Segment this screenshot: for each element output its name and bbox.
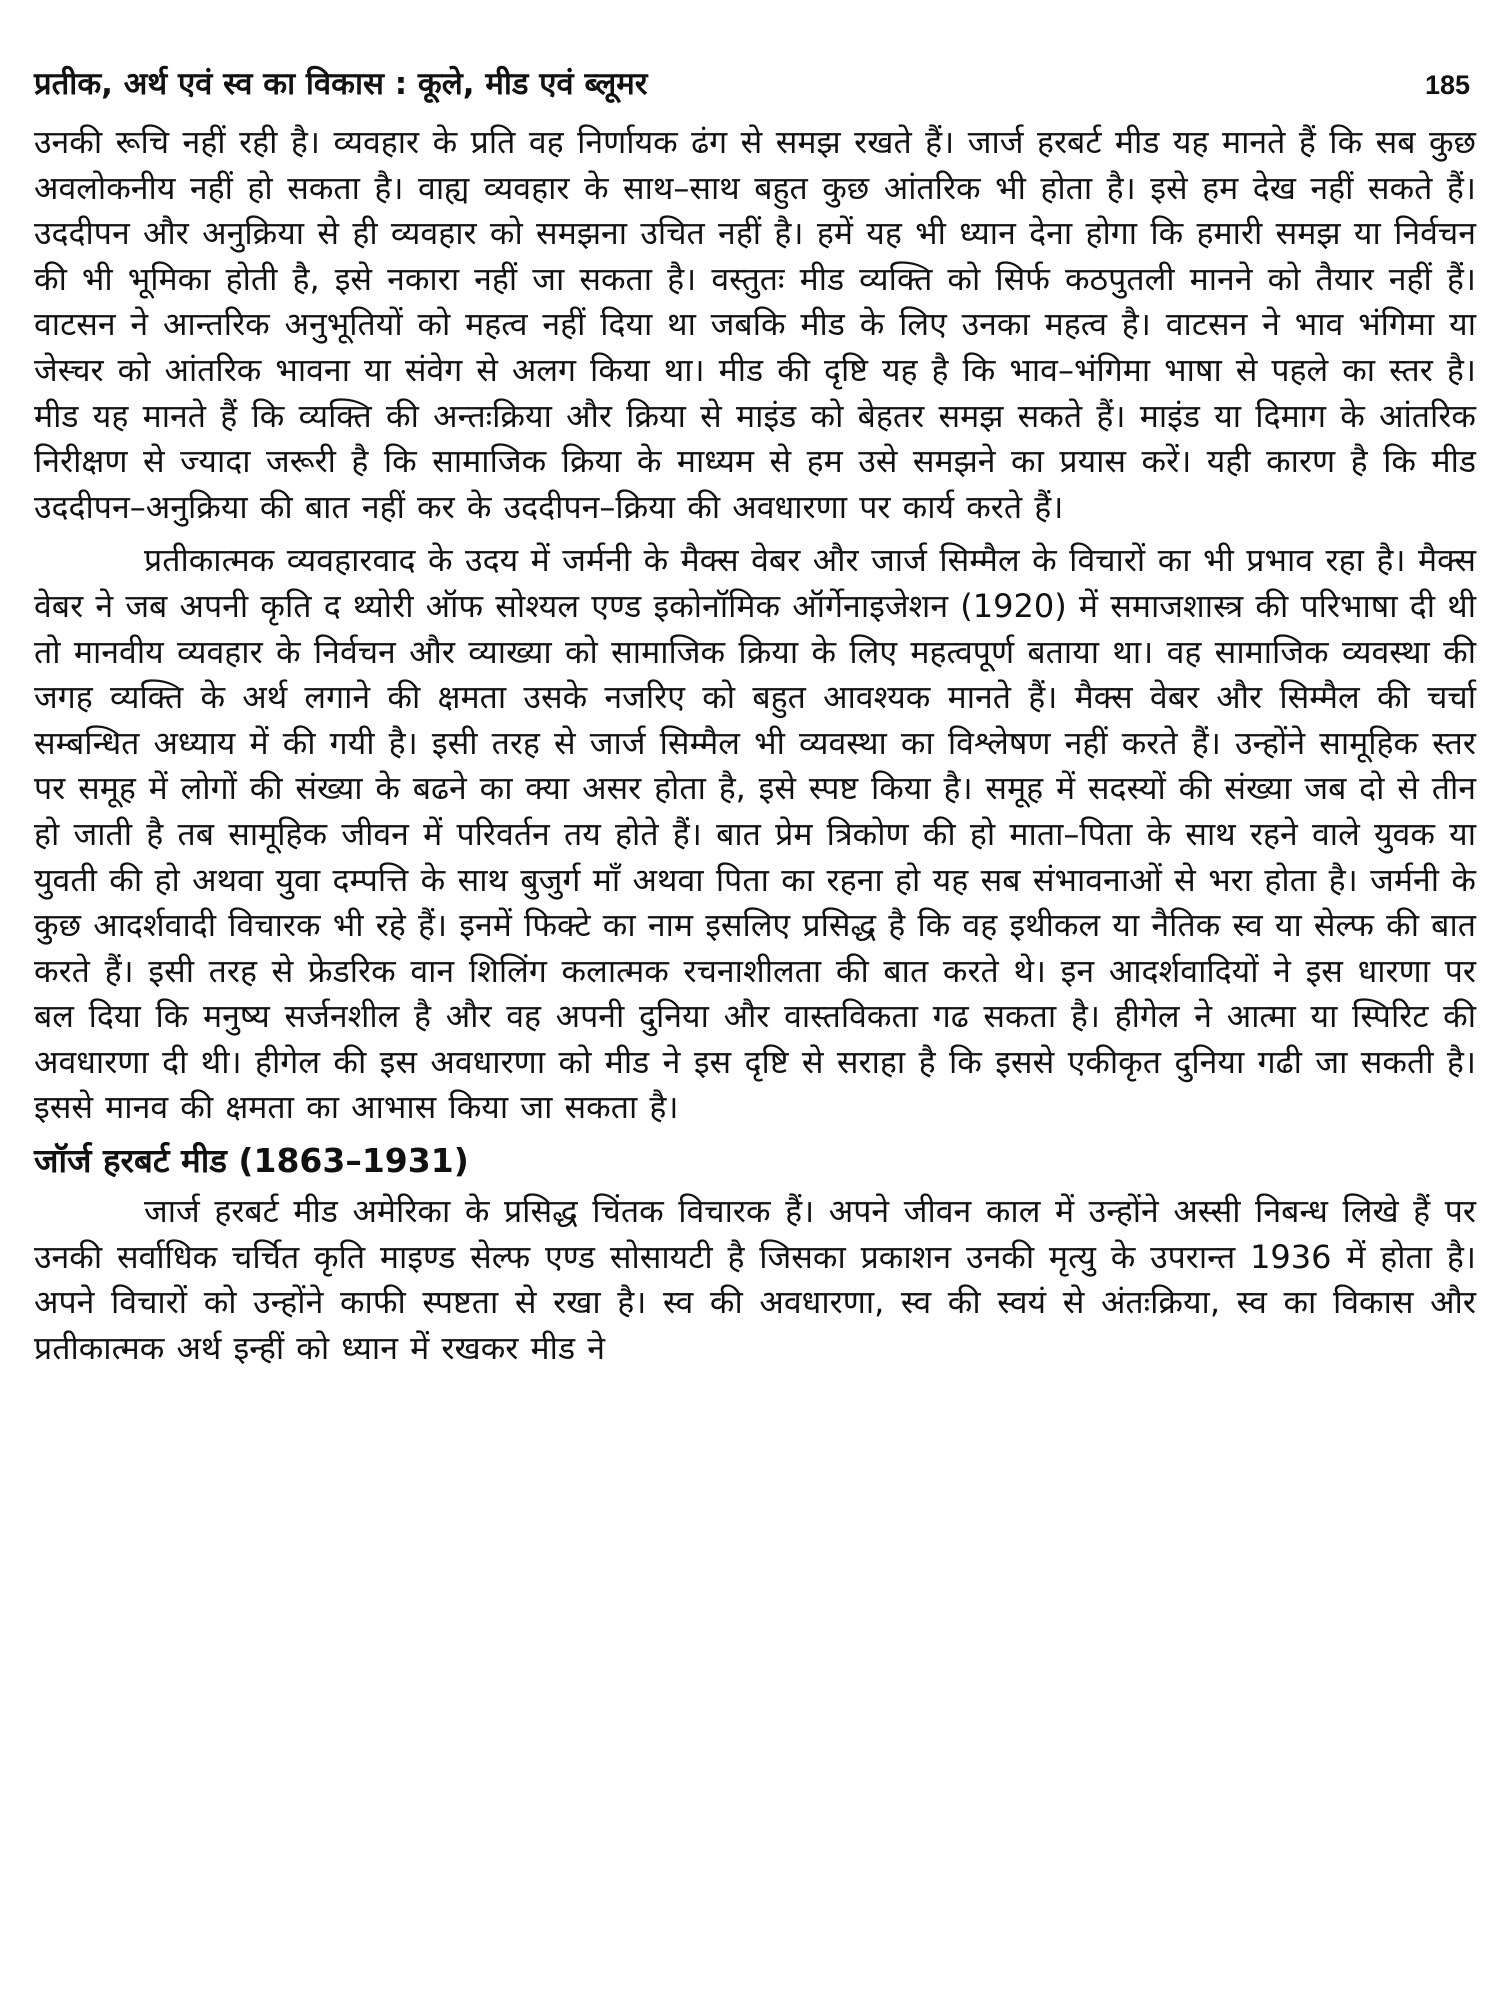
paragraph-continued: उनकी रूचि नहीं रही है। व्यवहार के प्रति वह निर्णायक ढंग से समझ रखते हैं। जार्ज हरबर्ट मीड यह मानते हैं कि सब कुछ अवलोकनीय नहीं हो सकता है। वाह्य व्यवहार के साथ–साथ बहुत कुछ आंतरिक भी होता है। इसे हम देख नहीं सकते हैं। उददीपन और अनुक्रिया से ही व्यवहार को समझना उचित नहीं है। हमें यह भी ध्यान देना होगा कि हमारी समझ या निर्वचन की भी भूमिका होती है, इसे नकारा नहीं जा सकता है। वस्तुतः मीड व्यक्ति को सिर्फ कठपुतली मानने को तैयार नहीं हैं। वाटसन ने आन्तरिक अनुभूतियों को महत्व नहीं दिया था जबकि मीड के लिए उनका महत्व है। वाटसन ने भाव भंगिमा या जेस्चर को आंतरिक भावना या संवेग से अलग किया था। मीड की दृष्टि यह है कि भाव–भंगिमा भाषा से पहले का स्तर है। मीड यह मानते हैं कि व्यक्ति की अन्तःक्रिया और क्रिया से माइंड को बेहतर समझ सकते हैं। माइंड या दिमाग के आंतरिक निरीक्षण से ज्यादा जरूरी है कि सामाजिक क्रिया के माध्यम से हम उसे समझने का प्रयास करें। यही कारण है कि मीड उददीपन–अनुक्रिया की बात नहीं कर के उददीपन–क्रिया की अवधारणा पर कार्य करते हैं।	[34, 123, 1476, 526]
page-number: 185	[1424, 70, 1470, 100]
chapter-title: प्रतीक, अर्थ एवं स्व का विकास : कूले, मीड एवं ब्लूमर	[34, 66, 648, 102]
book-page	[34, 62, 1476, 1982]
section-heading: जॉर्ज हरबर्ट मीड (1863–1931)	[34, 1141, 469, 1181]
paragraph-symbolic-interactionism-origins: प्रतीकात्मक व्यवहारवाद के उदय में जर्मनी के मैक्स वेबर और जार्ज सिम्मैल के विचारों का भी प्रभाव रहा है। मैक्स वेबर ने जब अपनी कृति द थ्योरी ऑफ सोश्यल एण्ड इकोनॉमिक ऑर्गेनाइजेशन (1920) में समाजशास्त्र की परिभाषा दी थी तो मानवीय व्यवहार के निर्वचन और व्याख्या को सामाजिक क्रिया के लिए महत्वपूर्ण बताया था। वह सामाजिक व्यवस्था की जगह व्यक्ति के अर्थ लगाने की क्षमता उसके नजरिए को बहुत आवश्यक मानते हैं। मैक्स वेबर और सिम्मैल की चर्चा सम्बन्धित अध्याय में की गयी है। इसी तरह से जार्ज सिम्मैल भी व्यवस्था का विश्लेषण नहीं करते हैं। उन्होंने सामूहिक स्तर पर समूह में लोगों की संख्या के बढने का क्या असर होता है, इसे स्पष्ट किया है। समूह में सदस्यों की संख्या जब दो से तीन हो जाती है तब सामूहिक जीवन में परिवर्तन तय होते हैं। बात प्रेम त्रिकोण की हो माता–पिता के साथ रहने वाले युवक या युवती की हो अथवा युवा दम्पत्ति के साथ बुजुर्ग माँ अथवा पिता का रहना हो यह सब संभावनाओं से भरा होता है। जर्मनी के कुछ आदर्शवादी विचारक भी रहे हैं। इनमें फिक्टे का नाम इसलिए प्रसिद्ध है कि वह इथीकल या नैतिक स्व या सेल्फ की बात करते हैं। इसी तरह से फ्रेडरिक वान शिलिंग कलात्मक रचनाशीलता की बात करते थे। इन आदर्शवादियों ने इस धारणा पर बल दिया कि मनुष्य सर्जनशील है और वह अपनी दुनिया और वास्तविकता गढ सकता है। हीगेल ने आत्मा या स्पिरिट की अवधारणा दी थी। हीगेल की इस अवधारणा को मीड ने इस दृष्टि से सराहा है कि इससे एकीकृत दुनिया गढी जा सकती है। इससे मानव की क्षमता का आभास किया जा सकता है।	[34, 541, 1476, 1127]
running-header	[34, 62, 1476, 120]
paragraph-mead-intro: जार्ज हरबर्ट मीड अमेरिका के प्रसिद्ध चिंतक विचारक हैं। अपने जीवन काल में उन्होंने अस्सी निबन्ध लिखे हैं पर उनकी सर्वाधिक चर्चित कृति माइण्ड सेल्फ एण्ड सोसायटी है जिसका प्रकाशन उनकी मृत्यु के उपरान्त 1936 में होता है। अपने विचारों को उन्होंने काफी स्पष्टता से रखा है। स्व की अवधारणा, स्व की स्वयं से अंतःक्रिया, स्व का विकास और प्रतीकात्मक अर्थ इन्हीं को ध्यान में रखकर मीड ने	[34, 1192, 1476, 1367]
